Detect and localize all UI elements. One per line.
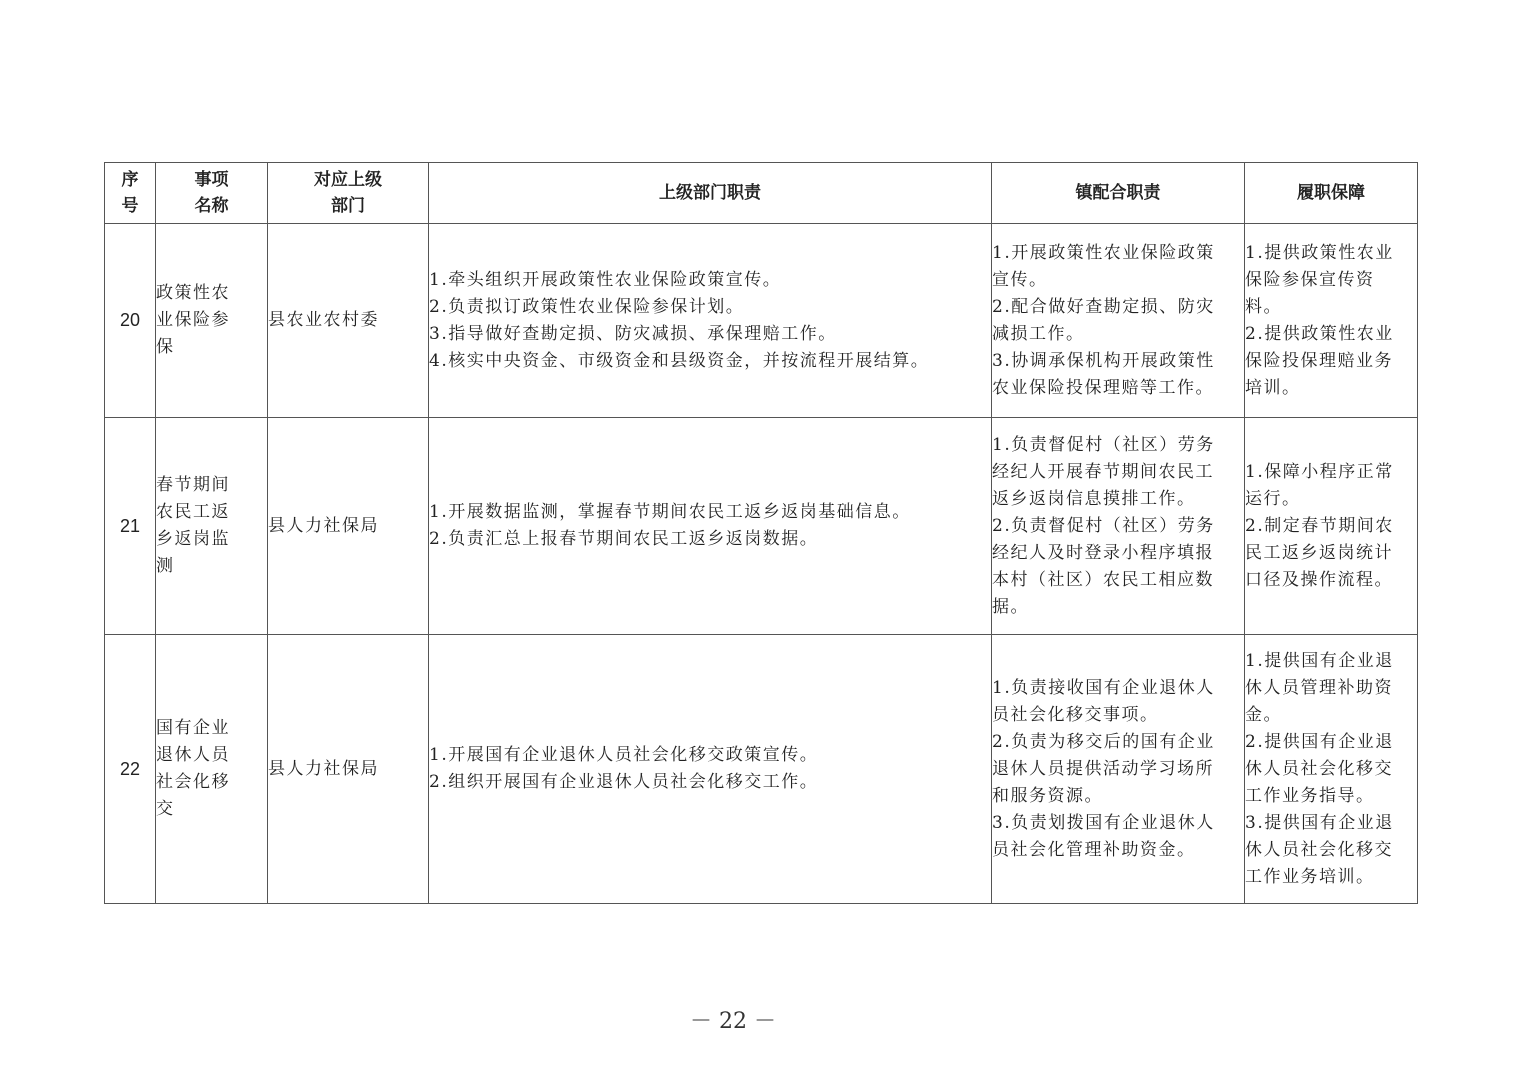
row-item-name: 春节期间 农民工返 乡返岗监 测	[156, 418, 268, 635]
row-town-duties: 1.开展政策性农业保险政策 宣传。 2.配合做好查勘定损、防灾 减损工作。 3.协调承保机构开展政策性 农业保险投保理赔等工作。	[992, 224, 1245, 418]
row-department: 县人力社保局	[268, 635, 429, 904]
table-header-row	[105, 163, 1418, 224]
header-upper-duties: 上级部门职责	[429, 163, 992, 224]
header-item-name: 事项 名称	[156, 163, 268, 224]
row-upper-duties: 1.开展国有企业退休人员社会化移交政策宣传。 2.组织开展国有企业退休人员社会化移交工作。	[429, 635, 992, 904]
row-upper-duties: 1.开展数据监测，掌握春节期间农民工返乡返岗基础信息。 2.负责汇总上报春节期间农民工返乡返岗数据。	[429, 418, 992, 635]
row-item-name: 国有企业 退休人员 社会化移 交	[156, 635, 268, 904]
header-town-duties: 镇配合职责	[992, 163, 1245, 224]
row-department: 县人力社保局	[268, 418, 429, 635]
duty-table	[104, 162, 1418, 904]
row-seq: 21	[105, 418, 156, 635]
row-town-duties: 1.负责接收国有企业退休人 员社会化移交事项。 2.负责为移交后的国有企业 退休人员提供活动学习场所 和服务资源。 3.负责划拨国有企业退休人 员社会化管理补助资金。	[992, 635, 1245, 904]
row-item-name: 政策性农 业保险参 保	[156, 224, 268, 418]
row-guarantee: 1.提供国有企业退 休人员管理补助资 金。 2.提供国有企业退 休人员社会化移交 工作业务指导。 3.提供国有企业退 休人员社会化移交 工作业务培训。	[1245, 635, 1418, 904]
row-department: 县农业农村委	[268, 224, 429, 418]
row-guarantee: 1.保障小程序正常 运行。 2.制定春节期间农 民工返乡返岗统计 口径及操作流程。	[1245, 418, 1418, 635]
table-row	[105, 635, 1418, 904]
table-row	[105, 224, 1418, 418]
header-seq: 序 号	[105, 163, 156, 224]
header-upper-department: 对应上级 部门	[268, 163, 429, 224]
row-guarantee: 1.提供政策性农业 保险参保宣传资 料。 2.提供政策性农业 保险投保理赔业务 培训。	[1245, 224, 1418, 418]
row-town-duties: 1.负责督促村（社区）劳务 经纪人开展春节期间农民工 返乡返岗信息摸排工作。 2.负责督促村（社区）劳务 经纪人及时登录小程序填报 本村（社区）农民工相应数 据。	[992, 418, 1245, 635]
row-seq: 20	[105, 224, 156, 418]
row-upper-duties: 1.牵头组织开展政策性农业保险政策宣传。 2.负责拟订政策性农业保险参保计划。 3.指导做好查勘定损、防灾减损、承保理赔工作。 4.核实中央资金、市级资金和县级资金，并按流程开展结算。	[429, 224, 992, 418]
table-row	[105, 418, 1418, 635]
row-seq: 22	[105, 635, 156, 904]
header-guarantee: 履职保障	[1245, 163, 1418, 224]
page-number: － 22 －	[690, 1009, 776, 1034]
